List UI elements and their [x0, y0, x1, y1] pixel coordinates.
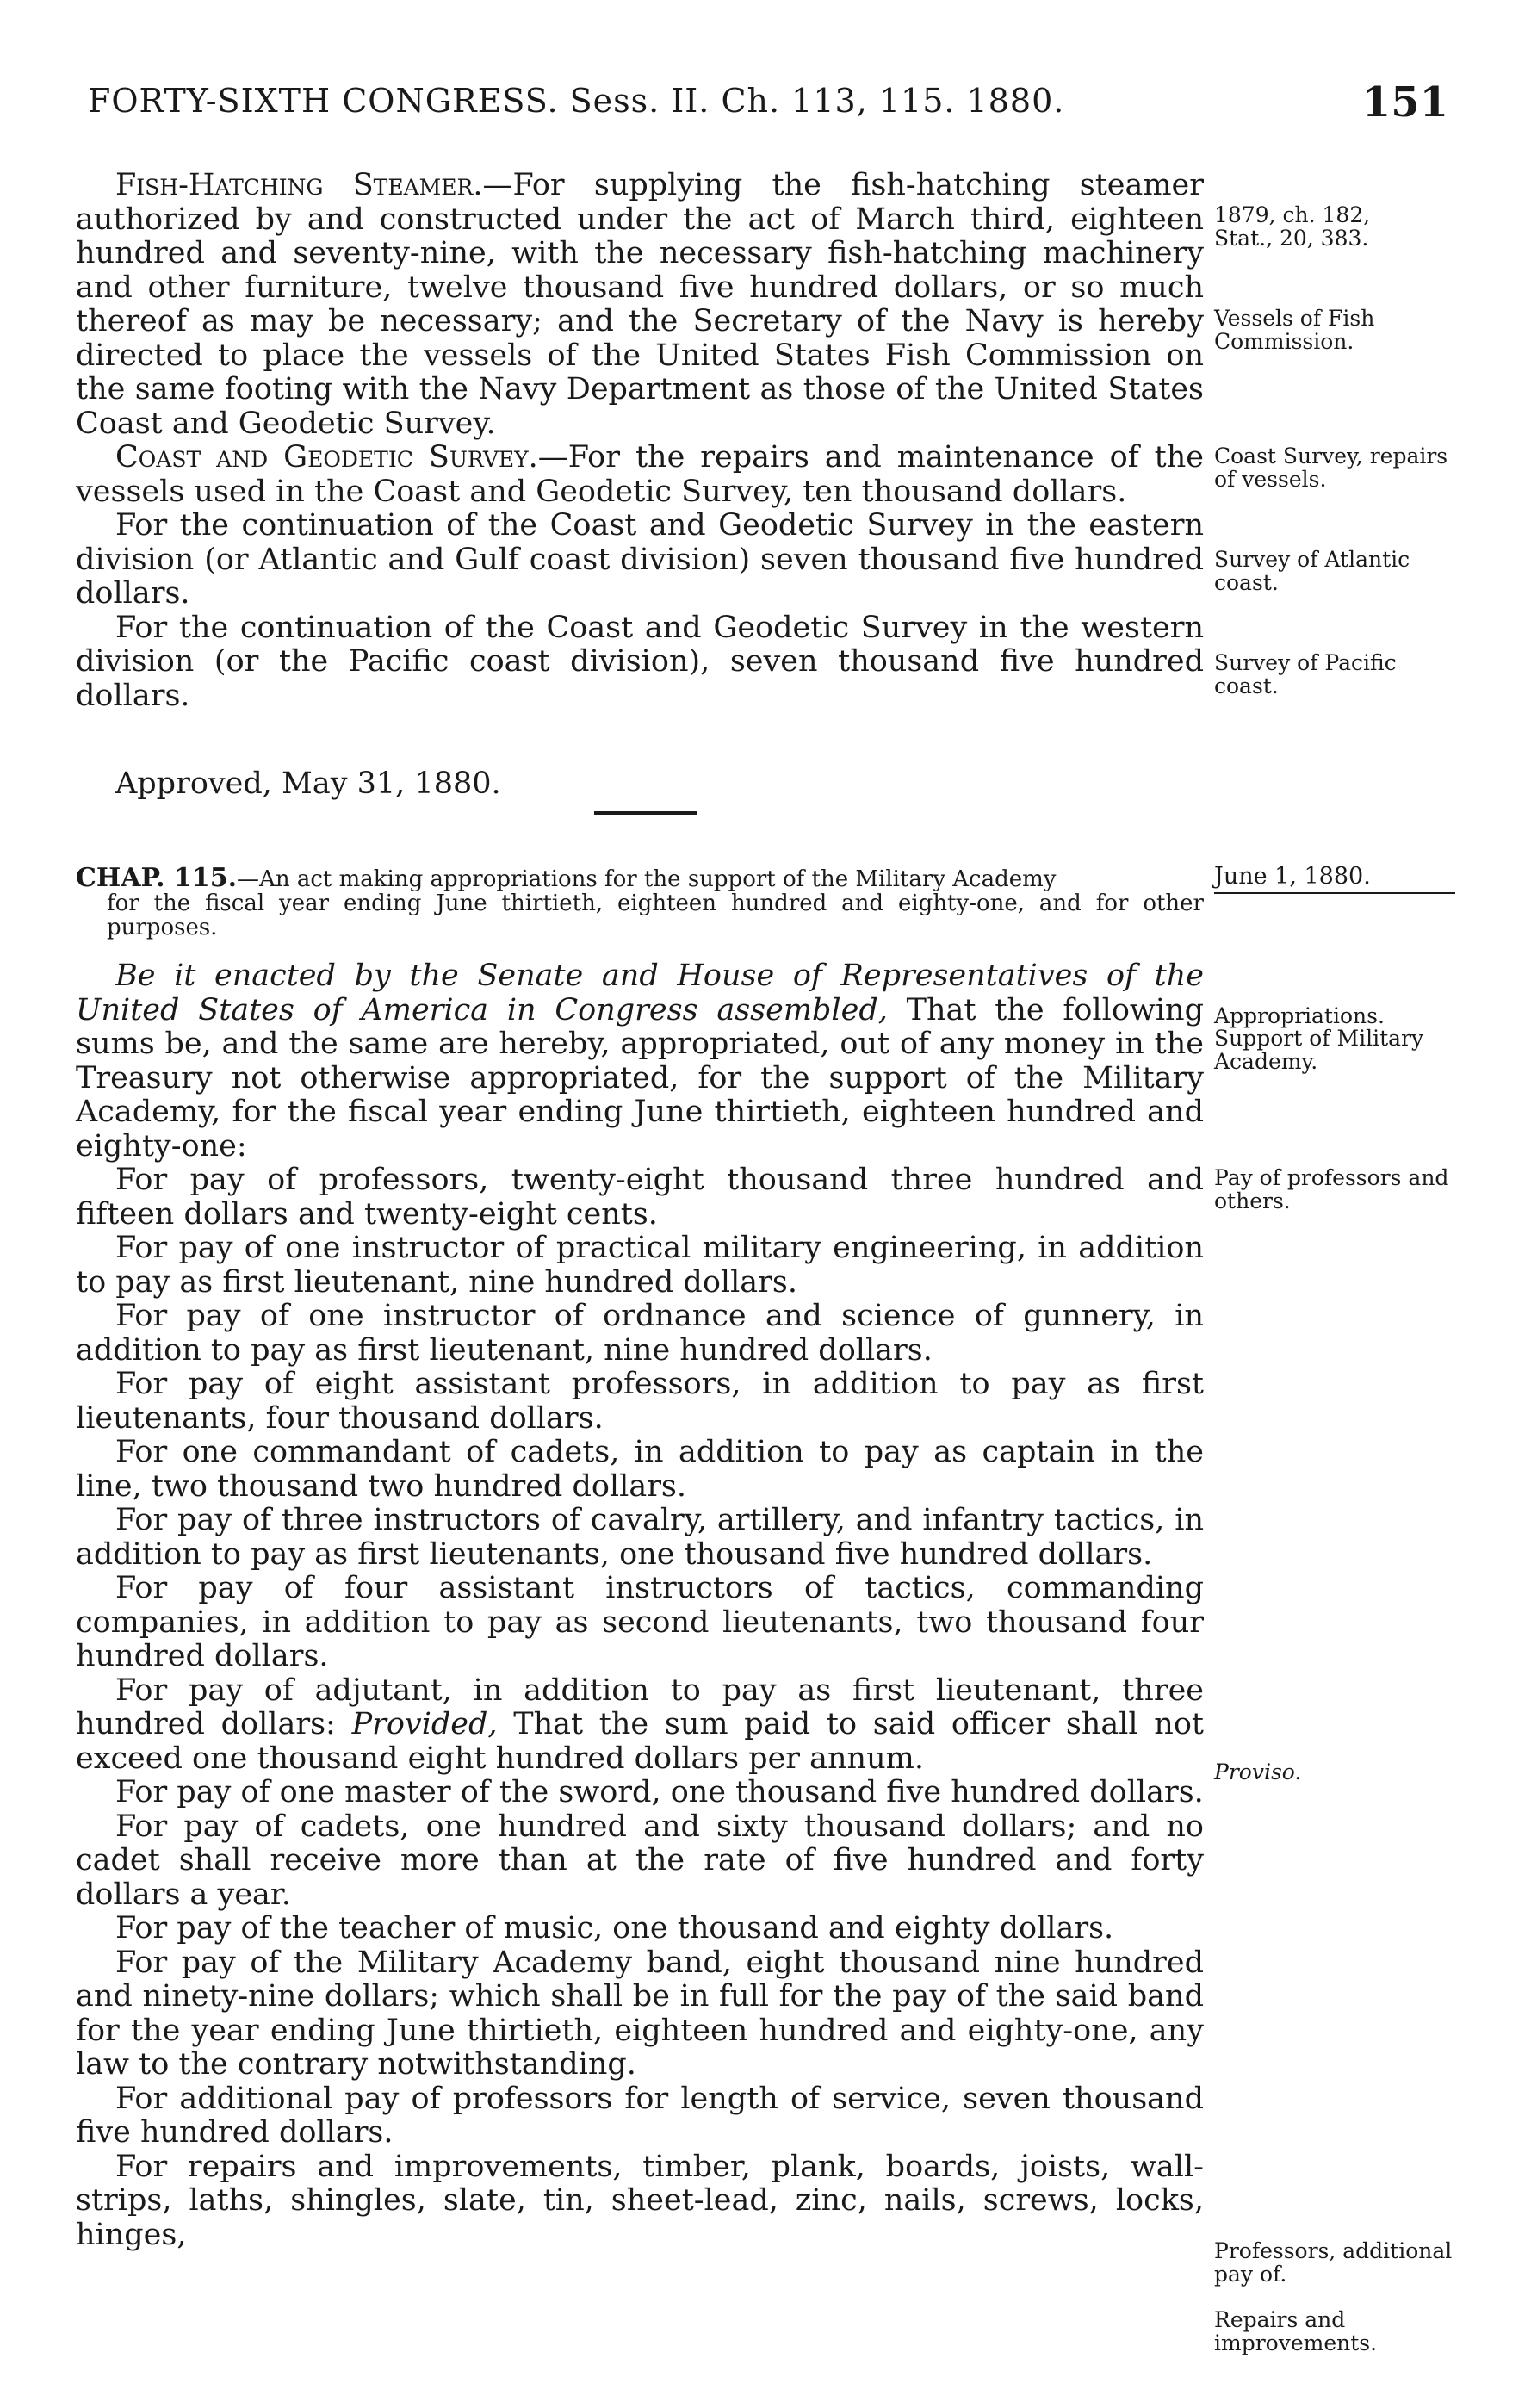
adjutant-text: For pay of adjutant, in addition to pay as first lieutenant, three hundred dollars:	[76, 1673, 1204, 1741]
margin-coast-survey: Coast Survey, repairs of vessels.	[1214, 444, 1448, 492]
margin-stat-ref	[1214, 203, 1464, 250]
item-paragraph: For pay of three instructors of cavalry, artillery, and infantry tactics, in addition to pay as first lieutenants, one thousand five hundred dollars.	[76, 1503, 1204, 1572]
margin-proviso: Proviso.	[1214, 1759, 1302, 1784]
margin-stat-ref-2: Stat., 20, 383.	[1214, 226, 1369, 251]
chapter-title: —An act making appropriations for the support of the Military Academy	[237, 866, 1057, 892]
running-header	[88, 78, 1448, 133]
page-number: 151	[1361, 78, 1448, 127]
item-paragraph: For pay of professors, twenty-eight thousand three hundred and fifteen dollars and twenty-eight cents.	[76, 1163, 1204, 1232]
date-rule	[1214, 892, 1455, 894]
pacific-paragraph: For the continuation of the Coast and Geodetic Survey in the western division (or the Pacific coast division), seven thousand five hundred dollars.	[76, 610, 1204, 713]
approved-line: Approved, May 31, 1880.	[115, 766, 501, 801]
coast-survey-paragraph	[76, 441, 1204, 509]
running-head: FORTY-SIXTH CONGRESS. Sess. II. Ch. 113, 115. 1880.	[88, 82, 1065, 120]
chapter-number: CHAP. 115.	[76, 863, 238, 893]
item-paragraph: For pay of cadets, one hundred and sixty thousand dollars; and no cadet shall receive more than at the rate of five hundred and forty dollars a year.	[76, 1809, 1204, 1912]
margin-stat-ref-1: 1879, ch. 182,	[1214, 202, 1371, 227]
item-paragraph: For pay of four assistant instructors of tactics, commanding companies, in addition to pay as second lieutenants, two thousand four hundred dollars.	[76, 1571, 1204, 1673]
enacting-italic: Be it enacted by the Senate and House of Representatives of the United States of America in Congress assembled,	[76, 959, 1204, 1027]
item-paragraph: For repairs and improvements, timber, plank, boards, joists, wall-strips, laths, shingles, slate, tin, sheet-lead, zinc, nails, screws, locks, hinges,	[76, 2149, 1204, 2252]
margin-appropriations: Appropriations.	[1214, 1003, 1385, 1028]
item-paragraph: For pay of eight assistant professors, in addition to pay as first lieutenants, four thousand dollars.	[76, 1367, 1204, 1436]
adjutant-proviso-text: That the sum paid to said officer shall not exceed one thousand eight hundred dollars per annum.	[76, 1707, 1204, 1776]
coast-survey-text: —For the repairs and maintenance of the vessels used in the Coast and Geodetic Survey, ten thousand dollars.	[76, 440, 1204, 509]
chapter-date: June 1, 1880.	[1214, 863, 1371, 890]
item-paragraph: For pay of the Military Academy band, eight thousand nine hundred and ninety-nine dollars; which shall be in full for the pay of the said band for the year ending June thirtieth, eighteen hundred and eighty-one, any law to the contrary notwithstanding.	[76, 1945, 1204, 2082]
provided-word: Provided,	[351, 1707, 498, 1741]
enacting-text: That the following sums be, and the same are hereby, appropriated, out of any money in the Treasury not otherwise appropriated, for the support of the Military Academy, for the fiscal year ending June thirtieth, eighteen hundred and eighty-one:	[76, 992, 1204, 1164]
enacting-clause	[76, 959, 1204, 1164]
item-paragraph: For pay of one instructor of practical military engineering, in addition to pay as first lieutenant, nine hundred dollars.	[76, 1231, 1204, 1300]
margin-atlantic: Survey of Atlantic coast.	[1214, 547, 1410, 595]
margin-professors-additional: Professors, additional pay of.	[1214, 2238, 1453, 2287]
chapter-heading	[76, 863, 1204, 940]
margin-pacific: Survey of Pacific coast.	[1214, 650, 1397, 698]
chapter-title-continued: for the fiscal year ending June thirtieth, eighteen hundred and eighty-one, and for other purposes.	[107, 891, 1204, 940]
coast-survey-heading: Coast and Geodetic Survey.	[115, 440, 538, 475]
margin-vessels: Vessels of Fish Commission.	[1214, 306, 1375, 354]
adjutant-paragraph	[76, 1674, 1204, 1777]
lower-body	[76, 959, 1204, 2252]
atlantic-paragraph: For the continuation of the Coast and Geodetic Survey in the eastern division (or Atlantic and Gulf coast division) seven thousand five hundred dollars.	[76, 508, 1204, 611]
upper-body	[76, 169, 1204, 713]
fish-steamer-text: —For supplying the fish-hatching steamer authorized by and constructed under the act of March third, eighteen hundred and seventy-nine, with the necessary fish-hatching machinery and other furniture, twelve thousand five hundred dollars, or so much thereof as may be necessary; and the Secretary of the Navy is hereby directed to place the vessels of the United States Fish Commission on the same footing with the Navy Department as those of the United States Coast and Geodetic Survey.	[76, 168, 1204, 441]
item-paragraph: For additional pay of professors for length of service, seven thousand five hundred dollars.	[76, 2081, 1204, 2150]
item-paragraph: For pay of the teacher of music, one thousand and eighty dollars.	[115, 1911, 1114, 1946]
fish-steamer-paragraph	[76, 169, 1204, 441]
item-paragraph: For one commandant of cadets, in addition to pay as captain in the line, two thousand two hundred dollars.	[76, 1435, 1204, 1504]
fish-steamer-heading: Fish-Hatching Steamer.	[115, 168, 483, 202]
section-rule	[594, 811, 697, 815]
margin-support: Support of Military Academy.	[1214, 1026, 1424, 1074]
item-paragraph: For pay of one instructor of ordnance and science of gunnery, in addition to pay as first lieutenant, nine hundred dollars.	[76, 1299, 1204, 1368]
item-paragraph: For pay of one master of the sword, one thousand five hundred dollars.	[115, 1775, 1204, 1809]
margin-repairs: Repairs and improvements.	[1214, 2307, 1378, 2355]
margin-pay-professors: Pay of professors and others.	[1214, 1165, 1449, 1213]
